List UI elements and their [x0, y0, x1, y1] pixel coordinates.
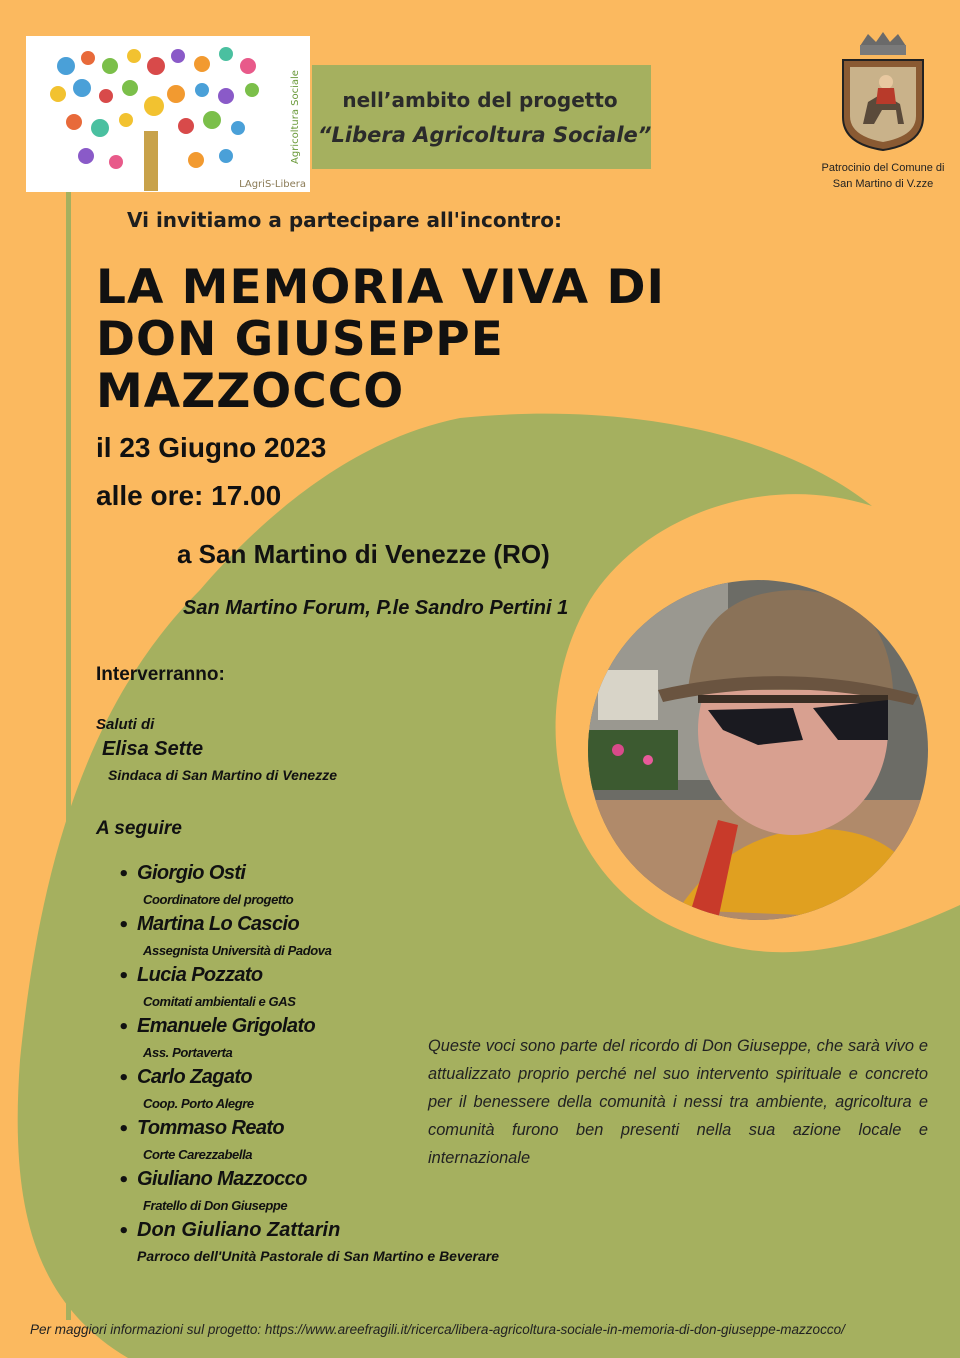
project-logo	[26, 36, 310, 192]
logo-vertical-text: Agricoltura Sociale	[290, 70, 301, 164]
bullet-icon: •	[118, 1017, 130, 1038]
greetings-label: Saluti di	[96, 716, 155, 733]
speaker-role: Coop. Porto Alegre	[143, 1096, 254, 1111]
invitation-text: Vi invitiamo a partecipare all'incontro:	[127, 208, 562, 232]
bullet-icon: •	[118, 864, 130, 885]
speaker-role: Coordinatore del progetto	[143, 892, 294, 907]
bullet-icon: •	[118, 1068, 130, 1089]
municipality-crest-icon	[838, 32, 928, 152]
speaker-role: Ass. Portaverta	[143, 1045, 233, 1060]
speaker-role: Assegnista Università di Padova	[143, 943, 332, 958]
bullet-icon: •	[118, 1170, 130, 1191]
list-item	[114, 1168, 574, 1219]
speaker-name: Tommaso Reato	[137, 1117, 285, 1139]
vertical-bar	[66, 190, 71, 1320]
speaker-role: Fratello di Don Giuseppe	[143, 1198, 288, 1213]
speaker-name: Carlo Zagato	[137, 1066, 253, 1088]
host-role: Sindaca di San Martino di Venezze	[108, 767, 337, 783]
project-banner	[312, 65, 651, 169]
speaker-name: Emanuele Grigolato	[137, 1015, 316, 1037]
portrait-photo	[588, 580, 928, 920]
speaker-name: Giorgio Osti	[137, 862, 246, 884]
memorial-quote: Queste voci sono parte del ricordo di Don Giuseppe, che sarà vivo e attualizzato proprio perché nel suo intervento spirituale e concreto per il benessere della comunità i nessi tra ambiente, agricoltura e comunità furono ben presenti nella sua azione locale e internazionale	[428, 1037, 928, 1167]
logo-label: LAgriS-Libera	[239, 179, 306, 190]
project-name: “Libera Agricoltura Sociale”	[318, 123, 652, 147]
event-place: a San Martino di Venezze (RO)	[177, 539, 550, 569]
speaker-name: Don Giuliano Zattarin	[137, 1219, 341, 1241]
event-address: San Martino Forum, P.le Sandro Pertini 1	[183, 597, 569, 619]
speaker-name: Martina Lo Cascio	[137, 913, 300, 935]
speaker-role: Parroco dell'Unità Pastorale di San Martino e Beverare	[137, 1248, 500, 1264]
tree-illustration-icon	[26, 36, 310, 192]
project-intro: nell’ambito del progetto	[342, 88, 618, 112]
event-date: il 23 Giugno 2023	[96, 432, 327, 463]
speaker-name: Lucia Pozzato	[137, 964, 263, 986]
list-item	[114, 1219, 574, 1270]
list-item	[114, 964, 574, 1015]
title-line-2: DON GIUSEPPE	[96, 312, 504, 367]
patronage-line-1: Patrocinio del Comune di	[821, 162, 945, 174]
patronage-line-2: San Martino di V.zze	[832, 178, 934, 190]
speaker-name: Giuliano Mazzocco	[137, 1168, 307, 1190]
bullet-icon: •	[118, 915, 130, 936]
event-title	[96, 262, 856, 418]
bullet-icon: •	[118, 1221, 130, 1242]
title-line-1: LA MEMORIA VIVA DI	[96, 260, 665, 315]
patronage-text	[808, 160, 958, 192]
event-time: alle ore: 17.00	[96, 480, 282, 511]
list-item	[114, 913, 574, 964]
speaker-role: Corte Carezzabella	[143, 1147, 253, 1162]
host-name: Elisa Sette	[102, 738, 204, 760]
list-item	[114, 862, 574, 913]
bullet-icon: •	[118, 966, 130, 987]
bullet-icon: •	[118, 1119, 130, 1140]
footer-info: Per maggiori informazioni sul progetto: https://www.areefragili.it/ricerca/libera-agricoltura-sociale-in-memoria-di-don-giuseppe-mazzocco/	[30, 1322, 845, 1337]
following-label: A seguire	[96, 818, 182, 839]
speaker-role: Comitati ambientali e GAS	[143, 994, 296, 1009]
title-line-3: MAZZOCCO	[96, 364, 405, 419]
speakers-heading: Interverranno:	[96, 664, 225, 685]
